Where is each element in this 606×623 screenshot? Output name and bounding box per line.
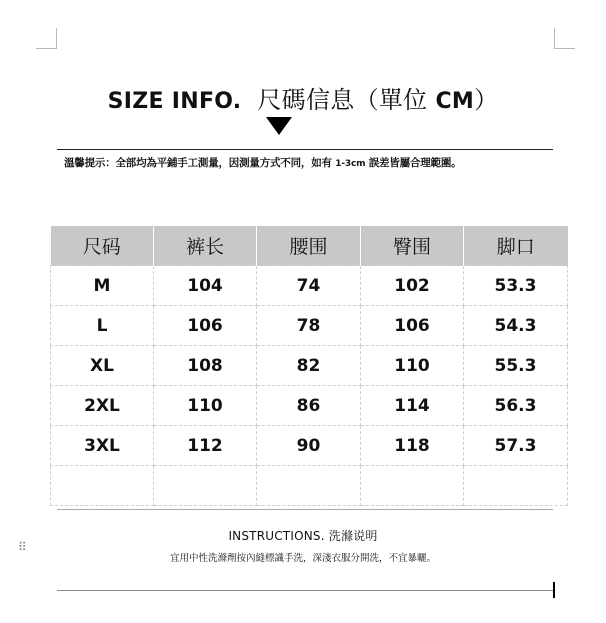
header-leg-opening: 脚口 — [464, 226, 568, 266]
table-cell — [257, 466, 361, 506]
title-en: SIZE INFO. — [107, 89, 242, 114]
title-cn: 尺碼信息（單位 — [257, 86, 428, 114]
table-cell — [464, 466, 568, 506]
title-unit: CM — [435, 89, 475, 114]
table-cell — [51, 466, 154, 506]
triangle-down-icon — [266, 117, 292, 135]
table-header-row — [51, 226, 568, 266]
table-row — [51, 306, 568, 346]
size-table — [50, 226, 568, 506]
table-row — [51, 346, 568, 386]
table-cell: 118 — [361, 426, 464, 466]
header-size: 尺码 — [51, 226, 154, 266]
table-cell — [154, 466, 257, 506]
table-cell: 56.3 — [464, 386, 568, 426]
notice-range: 1-3cm — [335, 159, 366, 169]
header-length: 裤长 — [154, 226, 257, 266]
header-hip: 臀围 — [361, 226, 464, 266]
notice-text-end: 誤差皆屬合理範圍。 — [368, 157, 462, 169]
divider-bottom — [57, 590, 553, 591]
table-cell: 112 — [154, 426, 257, 466]
table-cell: XL — [51, 346, 154, 386]
table-cell: 114 — [361, 386, 464, 426]
table-cell: 110 — [154, 386, 257, 426]
measurement-notice — [64, 155, 554, 170]
drag-handle-icon[interactable]: ⠿ — [18, 540, 27, 554]
table-cell: L — [51, 306, 154, 346]
table-cell: 110 — [361, 346, 464, 386]
table-cell: 108 — [154, 346, 257, 386]
notice-text-start: 溫馨提示：全部均為平鋪手工測量，因測量方式不同，如有 — [64, 157, 332, 169]
header-waist: 腰围 — [257, 226, 361, 266]
instructions-text: 宜用中性洗滌劑按內縫標識手洗，深淺衣服分開洗，不宜暴曬。 — [169, 553, 436, 564]
table-cell: 74 — [257, 266, 361, 306]
table-cell: 2XL — [51, 386, 154, 426]
table-cell: 55.3 — [464, 346, 568, 386]
table-cell: 82 — [257, 346, 361, 386]
page-corner-mark-right — [554, 28, 575, 49]
table-cell: 78 — [257, 306, 361, 346]
divider-top — [57, 149, 553, 150]
text-cursor — [553, 582, 555, 598]
table-row — [51, 266, 568, 306]
table-row-empty — [51, 466, 568, 506]
table-cell: 90 — [257, 426, 361, 466]
table-row — [51, 386, 568, 426]
table-row — [51, 426, 568, 466]
instructions-title: INSTRUCTIONS. 洗滌说明 — [228, 529, 378, 543]
table-cell: 53.3 — [464, 266, 568, 306]
page-corner-mark-left — [36, 28, 57, 49]
size-info-title — [0, 80, 606, 115]
divider-middle — [57, 509, 553, 510]
table-cell: M — [51, 266, 154, 306]
table-cell: 86 — [257, 386, 361, 426]
table-cell — [361, 466, 464, 506]
table-cell: 106 — [154, 306, 257, 346]
table-cell: 3XL — [51, 426, 154, 466]
table-cell: 102 — [361, 266, 464, 306]
table-cell: 54.3 — [464, 306, 568, 346]
title-close: ） — [474, 86, 499, 114]
table-cell: 104 — [154, 266, 257, 306]
table-cell: 106 — [361, 306, 464, 346]
table-cell: 57.3 — [464, 426, 568, 466]
